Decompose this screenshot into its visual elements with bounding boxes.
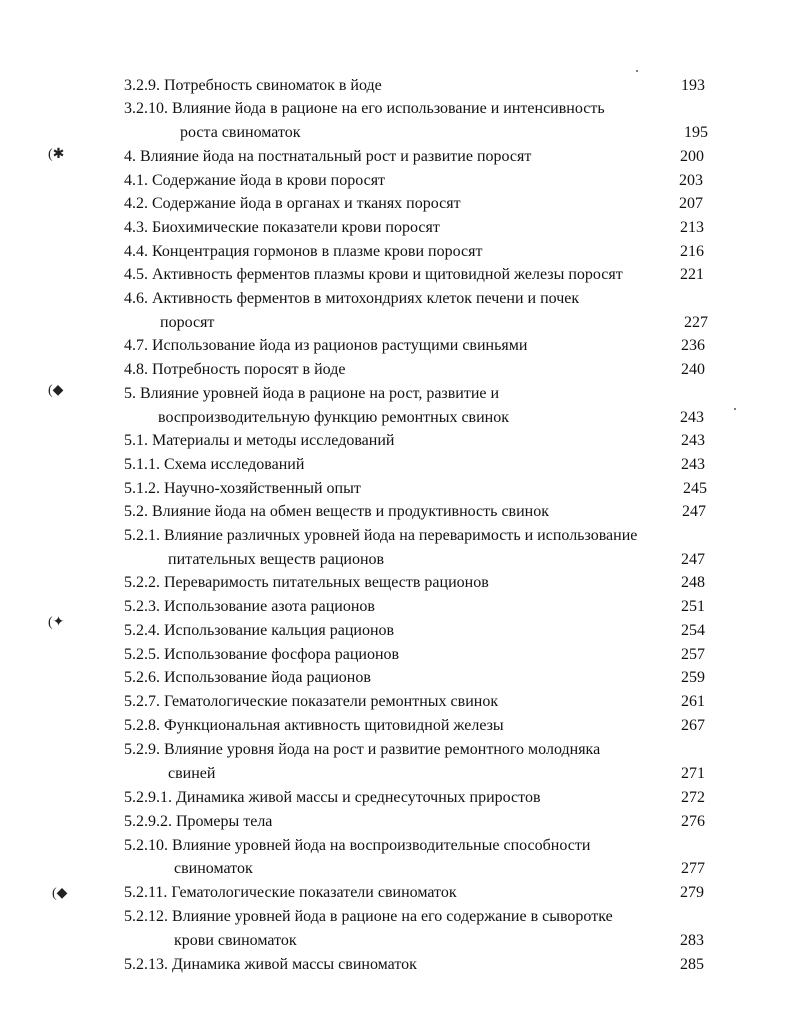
toc-entry-page: 247	[682, 503, 706, 520]
toc-entry-text: 5.2.6. Использование йода рационов	[124, 669, 371, 686]
toc-entry-text: 4.1. Содержание йода в крови поросят	[124, 172, 386, 189]
toc-entry-page: 254	[681, 622, 705, 639]
margin-mark: (◆	[52, 886, 68, 901]
toc-entry-text: 5.2.9.1. Динамика живой массы и среднесуточных приростов	[124, 789, 541, 806]
toc-entry-page: 277	[681, 860, 705, 877]
toc-entry-text: 3.2.10. Влияние йода в рационе на его использование и интенсивность	[124, 100, 605, 117]
margin-mark: (◆	[48, 383, 64, 398]
toc-entry-page: 251	[681, 598, 705, 615]
toc-entry-text: 5.2.7. Гематологические показатели ремонтных свинок	[124, 693, 499, 710]
toc-entry-page: 261	[681, 693, 705, 710]
toc-entry-text: 5.2.9. Влияние уровня йода на рост и развитие ремонтного молодняка	[124, 741, 601, 758]
toc-entry-page: 236	[681, 337, 705, 354]
toc-entry-text: 5.2.8. Функциональная активность щитовидной железы	[124, 717, 504, 734]
toc-entry-text: 4.3. Биохимические показатели крови поросят	[124, 219, 440, 236]
toc-entry-page: 221	[680, 266, 704, 283]
toc-entry-page: 267	[681, 717, 705, 734]
toc-entry-text: 4.8. Потребность поросят в йоде	[124, 361, 346, 378]
margin-mark: (✦	[48, 615, 65, 630]
toc-entry-text: 5.1.2. Научно-хозяйственный опыт	[124, 480, 361, 497]
scan-speck	[636, 70, 638, 72]
toc-entry-text: 5.2. Влияние йода на обмен веществ и продуктивность свинок	[124, 503, 549, 520]
toc-entry-page: 240	[681, 361, 705, 378]
toc-entry-text: 4.4. Концентрация гормонов в плазме крови поросят	[124, 243, 483, 260]
toc-entry-text: 5.2.12. Влияние уровней йода в рационе на его содержание в сыворотке	[124, 908, 613, 925]
toc-entry-text: 4.7. Использование йода из рационов растущими свиньями	[124, 337, 528, 354]
toc-entry-text: свиноматок	[174, 860, 253, 877]
toc-entry-text: 5.2.2. Переваримость питательных веществ рационов	[124, 574, 489, 591]
toc-entry-text: 5.2.10. Влияние уровней йода на воспроизводительные способности	[124, 837, 591, 854]
toc-entry-text: 5. Влияние уровней йода в рационе на рост, развитие и	[124, 385, 500, 402]
toc-entry-text: 5.2.4. Использование кальция рационов	[124, 622, 395, 639]
toc-entry-text: поросят	[160, 314, 215, 331]
toc-entry-page: 216	[680, 243, 704, 260]
toc-entry-page: 207	[679, 195, 703, 212]
toc-entry-page: 257	[681, 646, 705, 663]
toc-entry-page: 283	[680, 932, 704, 949]
toc-entry-page: 285	[680, 956, 704, 973]
toc-entry-text: питательных веществ рационов	[168, 551, 385, 568]
toc-entry-text: 5.2.9.2. Промеры тела	[124, 813, 273, 830]
toc-entry-text: 5.2.13. Динамика живой массы свиноматок	[124, 956, 417, 973]
toc-entry-page: 243	[680, 409, 704, 426]
toc-entry-text: свиней	[168, 765, 216, 782]
toc-entry-page: 195	[684, 124, 708, 141]
toc-entry-page: 203	[679, 172, 703, 189]
toc-entry-text: 4. Влияние йода на постнатальный рост и развитие поросят	[124, 148, 532, 165]
toc-entry-text: воспроизводительную функцию ремонтных свинок	[158, 409, 509, 426]
toc-entry-page: 193	[681, 77, 705, 94]
toc-entry-page: 247	[681, 551, 705, 568]
toc-entry-page: 248	[681, 574, 705, 591]
toc-entry-text: 5.2.5. Использование фосфора рационов	[124, 646, 400, 663]
toc-entry-text: роста свиноматок	[180, 124, 301, 141]
toc-entry-page: 200	[680, 148, 704, 165]
toc-entry-text: 5.1. Материалы и методы исследований	[124, 432, 395, 449]
toc-entry-page: 259	[681, 669, 705, 686]
toc-entry-page: 227	[684, 314, 708, 331]
toc-entry-page: 245	[683, 480, 707, 497]
toc-entry-page: 243	[681, 432, 705, 449]
scan-speck	[734, 408, 736, 410]
toc-entry-text: 5.2.3. Использование азота рационов	[124, 598, 375, 615]
toc-entry-text: 3.2.9. Потребность свиноматок в йоде	[124, 77, 382, 94]
toc-entry-text: 5.2.1. Влияние различных уровней йода на переваримость и использование	[124, 527, 638, 544]
toc-entry-text: крови свиноматок	[174, 932, 297, 949]
toc-entry-text: 5.1.1. Схема исследований	[124, 456, 305, 473]
toc-entry-text: 4.5. Активность ферментов плазмы крови и щитовидной железы поросят	[124, 266, 623, 283]
toc-entry-page: 271	[681, 765, 705, 782]
margin-mark: (✱	[48, 147, 65, 162]
toc-entry-page: 272	[681, 789, 705, 806]
toc-entry-page: 243	[681, 456, 705, 473]
toc-entry-page: 276	[681, 813, 705, 830]
toc-entry-text: 4.6. Активность ферментов в митохондриях клеток печени и почек	[124, 290, 580, 307]
toc-entry-text: 4.2. Содержание йода в органах и тканях поросят	[124, 195, 461, 212]
toc-entry-text: 5.2.11. Гематологические показатели свиноматок	[124, 884, 457, 901]
toc-entry-page: 213	[680, 219, 704, 236]
toc-entry-page: 279	[680, 884, 704, 901]
